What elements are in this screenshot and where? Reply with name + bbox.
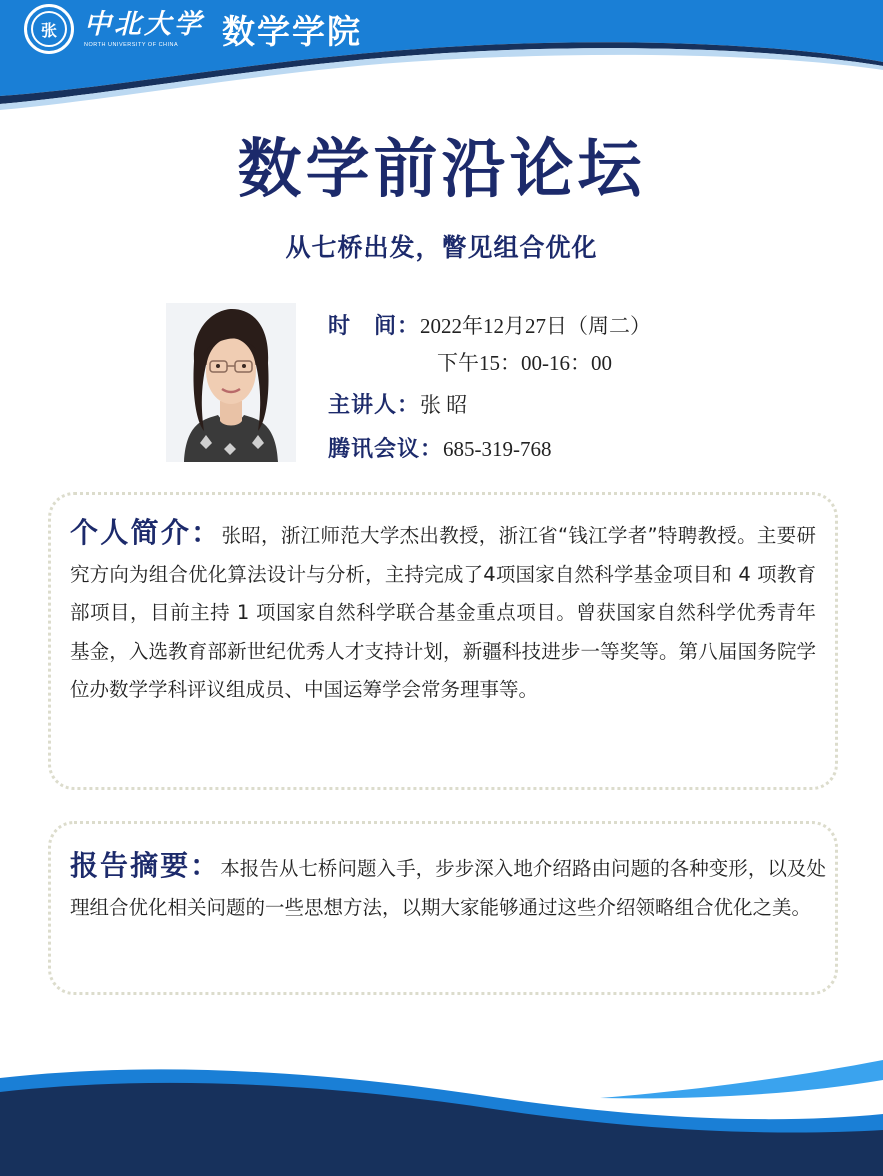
- event-title: 数学前沿论坛: [237, 133, 646, 207]
- meeting-label: 腾讯会议：: [328, 436, 444, 462]
- abstract-section: [70, 847, 826, 927]
- college-name: 数学学院: [222, 11, 362, 51]
- speaker-photo: [166, 303, 296, 462]
- abstract-label: 报告摘要：: [70, 849, 221, 882]
- bio-label: 个人简介：: [70, 516, 222, 549]
- speaker-portrait-icon: [166, 303, 296, 462]
- university-seal-icon: [24, 4, 74, 54]
- university-name: 中北大学: [84, 9, 204, 40]
- university-logo: [24, 4, 362, 54]
- speaker-name: 张 昭: [420, 393, 468, 417]
- time-value: 2022年12月27日（周二）: [420, 314, 652, 338]
- event-subtitle: 从七桥出发，瞥见组合优化: [285, 233, 598, 262]
- abstract-text: 本报告从七桥问题入手，步步深入地介绍路由问题的各种变形，以及处理组合优化相关问题的一些思想方法，以期大家能够通过这些介绍领略组合优化之美。: [70, 857, 826, 919]
- time-row-2: [437, 347, 612, 377]
- seal-glyph: 张: [31, 11, 67, 47]
- speaker-row: [328, 388, 467, 419]
- time-label: 时 间：: [328, 313, 421, 339]
- meeting-id: 685-319-768: [443, 437, 552, 461]
- time-value-hours: 下午15：00-16：00: [437, 351, 612, 375]
- footer-banner: [0, 1050, 883, 1176]
- speaker-label: 主讲人：: [328, 392, 421, 418]
- bio-text: 张昭，浙江师范大学杰出教授，浙江省“钱江学者”特聘教授。主要研究方向为组合优化算法设计与分析，主持完成了4项国家自然科学基金项目和 4 项教育部项目，目前主持 1 项国家自然科学联合基金重点项目。曾获国家自然科学优秀青年基金，入选教育部新世纪优秀人才支持计划，新疆科技进步一等奖等。第八届国务院学位办数学学科评议组成员、中国运筹学会常务理事等。: [70, 524, 816, 701]
- bio-section: [70, 514, 816, 710]
- meeting-row: [328, 432, 552, 463]
- university-english-name: NORTH UNIVERSITY OF CHINA: [84, 42, 179, 48]
- time-row: [328, 309, 651, 340]
